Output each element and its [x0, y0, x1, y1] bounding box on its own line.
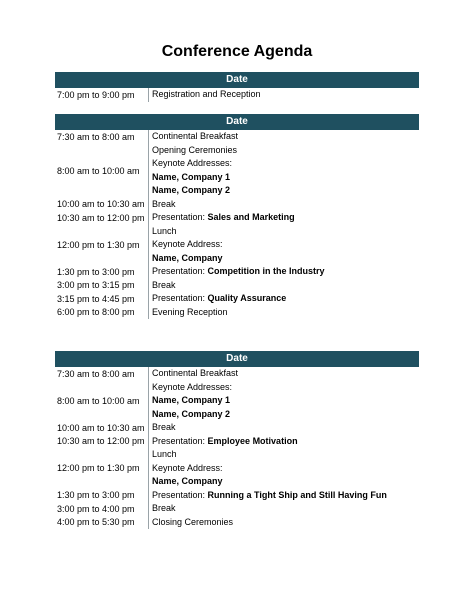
activity-text: Closing Ceremonies [152, 516, 234, 527]
activity-line [152, 435, 419, 449]
activity-line [152, 198, 419, 212]
activity-cell [148, 130, 419, 144]
activity-text: Keynote Address: [152, 239, 223, 249]
agenda-day-2 [55, 114, 419, 319]
activity-line [152, 238, 419, 252]
agenda-row [55, 144, 419, 198]
activity-highlight: Employee Motivation [207, 435, 298, 446]
activity-cell [148, 367, 419, 381]
agenda-row [55, 381, 419, 422]
activity-highlight: Name, Company 1 [152, 171, 231, 182]
time-slot: 7:30 am to 8:00 am [57, 368, 135, 379]
agenda-row [55, 502, 419, 516]
activity-line [152, 279, 419, 293]
activity-cell [148, 279, 419, 293]
activity-line [152, 144, 419, 158]
activity-line [152, 381, 419, 395]
agenda-row [55, 130, 419, 144]
activity-cell [148, 489, 419, 503]
time-slot: 10:00 am to 10:30 am [57, 422, 145, 433]
time-slot: 10:30 am to 12:00 pm [57, 212, 145, 223]
activity-highlight: Name, Company 2 [152, 408, 231, 419]
time-slot: 8:00 am to 10:00 am [57, 395, 140, 406]
activity-cell [148, 88, 419, 102]
agenda-row [55, 448, 419, 489]
activity-text: Break [152, 198, 176, 209]
time-slot: 6:00 pm to 8:00 pm [57, 307, 135, 318]
activity-text: Break [152, 422, 176, 432]
activity-cell [148, 225, 419, 266]
activity-text: Break [152, 279, 176, 290]
activity-cell [148, 292, 419, 306]
activity-highlight: Quality Assurance [207, 293, 287, 303]
time-slot: 3:00 pm to 4:00 pm [57, 503, 135, 514]
agenda-row [55, 489, 419, 503]
agenda-row [55, 265, 419, 279]
activity-line [152, 502, 419, 516]
activity-text: Lunch [152, 449, 177, 459]
activity-text: Presentation: [152, 435, 208, 446]
day-rows [55, 367, 419, 529]
day-rows [55, 130, 419, 319]
activity-line [152, 171, 419, 185]
day-rows [55, 88, 419, 102]
time-slot: 1:30 pm to 3:00 pm [57, 266, 135, 277]
activity-line [152, 184, 419, 198]
activity-cell [148, 381, 419, 422]
activity-line [152, 265, 419, 279]
activity-cell [148, 502, 419, 516]
activity-highlight: Sales and Marketing [207, 212, 295, 222]
activity-text: Keynote Addresses: [152, 158, 233, 168]
activity-text: Keynote Addresses: [152, 381, 233, 392]
time-slot: 10:30 am to 12:00 pm [57, 436, 145, 447]
activity-cell [148, 435, 419, 449]
time-slot: 3:15 pm to 4:45 pm [57, 293, 135, 304]
activity-text: Break [152, 503, 176, 513]
activity-text: Evening Reception [152, 306, 228, 317]
agenda-row [55, 225, 419, 266]
activity-text: Registration and Reception [152, 89, 261, 99]
activity-cell [148, 211, 419, 225]
activity-line [152, 130, 419, 144]
activity-text: Presentation: [152, 266, 208, 276]
activity-text: Continental Breakfast [152, 131, 239, 141]
activity-cell [148, 144, 419, 198]
activity-text: Presentation: [152, 489, 208, 500]
activity-line [152, 367, 419, 381]
activity-cell [148, 198, 419, 212]
activity-highlight: Name, Company 1 [152, 395, 231, 405]
activity-line [152, 292, 419, 306]
activity-line [152, 211, 419, 225]
agenda-row [55, 292, 419, 306]
activity-line [152, 252, 419, 266]
time-slot: 3:00 pm to 3:15 pm [57, 280, 135, 291]
time-slot: 10:00 am to 10:30 am [57, 199, 145, 210]
agenda-day-3 [55, 351, 419, 529]
activity-text: Presentation: [152, 293, 208, 303]
day-header: Date [55, 351, 419, 367]
activity-cell [148, 421, 419, 435]
activity-line [152, 462, 419, 476]
activity-line [152, 448, 419, 462]
time-slot: 12:00 pm to 1:30 pm [57, 239, 140, 250]
agenda-row [55, 516, 419, 530]
time-slot: 7:30 am to 8:00 am [57, 131, 135, 142]
activity-line [152, 489, 419, 503]
agenda-row [55, 211, 419, 225]
activity-text: Continental Breakfast [152, 368, 239, 378]
activity-highlight: Running a Tight Ship and Still Having Fun [207, 489, 387, 500]
time-slot: 7:00 pm to 9:00 pm [57, 89, 135, 100]
activity-text: Opening Ceremonies [152, 144, 238, 155]
activity-text: Keynote Address: [152, 462, 223, 473]
activity-cell [148, 448, 419, 489]
time-slot: 4:00 pm to 5:30 pm [57, 517, 135, 528]
activity-line [152, 88, 419, 102]
agenda-row [55, 198, 419, 212]
activity-line [152, 306, 419, 320]
time-slot: 8:00 am to 10:00 am [57, 165, 140, 176]
activity-cell [148, 516, 419, 530]
activity-line [152, 421, 419, 435]
activity-line [152, 157, 419, 171]
day-header: Date [55, 72, 419, 88]
activity-line [152, 408, 419, 422]
activity-highlight: Name, Company 2 [152, 185, 231, 195]
agenda-row [55, 421, 419, 435]
activity-cell [148, 265, 419, 279]
activity-line [152, 475, 419, 489]
agenda-day-1 [55, 72, 419, 102]
page-title: Conference Agenda [161, 43, 313, 60]
time-slot: 12:00 pm to 1:30 pm [57, 463, 140, 474]
agenda-row [55, 306, 419, 320]
activity-text: Presentation: [152, 212, 208, 222]
activity-text: Lunch [152, 225, 177, 236]
activity-line [152, 516, 419, 530]
agenda-row [55, 279, 419, 293]
activity-cell [148, 306, 419, 320]
agenda-row [55, 88, 419, 102]
activity-highlight: Name, Company [152, 252, 223, 263]
agenda-row [55, 435, 419, 449]
activity-line [152, 394, 419, 408]
time-slot: 1:30 pm to 3:00 pm [57, 490, 135, 501]
agenda-row [55, 367, 419, 381]
activity-line [152, 225, 419, 239]
day-header: Date [55, 114, 419, 130]
activity-highlight: Competition in the Industry [207, 266, 325, 276]
activity-highlight: Name, Company [152, 476, 223, 486]
